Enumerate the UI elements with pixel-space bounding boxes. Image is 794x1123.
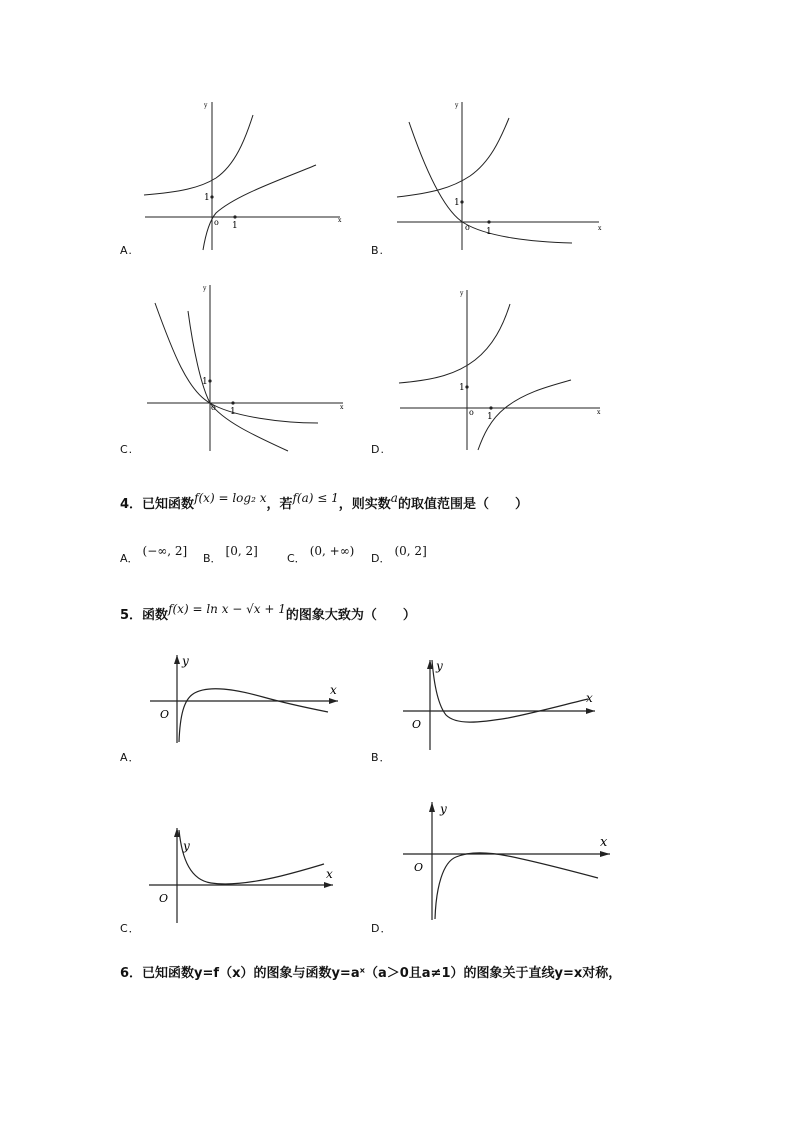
origin-label: o [465, 223, 470, 232]
y-tick-label: 1 [454, 198, 460, 208]
y-axis-label: y [204, 102, 208, 109]
q4-choice-c [287, 544, 355, 566]
choice-letter: B． [203, 552, 222, 565]
q4-condition: f(a) ≤ 1 [292, 491, 339, 505]
choice-value: (−∞, 2] [142, 544, 188, 558]
exp-curve [144, 115, 253, 195]
origin-label: O [412, 718, 422, 731]
x-tick-label: 1 [232, 221, 238, 231]
q3-graph-c [143, 283, 353, 453]
q5-option-d-letter: D． [371, 922, 393, 935]
choice-value: (0, +∞) [309, 544, 355, 558]
choice-letter: D． [371, 552, 391, 565]
q4-choice-a [120, 544, 188, 566]
q5-function: f(x) = ln x − √x + 1 [168, 602, 286, 616]
curve [432, 660, 588, 722]
q5-graph-b [398, 655, 603, 750]
y-tick-label: 1 [202, 377, 208, 387]
x-axis-label: x [586, 691, 593, 705]
q5-graph-d-svg [398, 797, 613, 922]
y-axis-label: y [455, 102, 459, 109]
origin-label: o [469, 408, 474, 417]
y-axis-label: y [183, 839, 190, 853]
q5-stem [120, 604, 416, 623]
y-axis-label: y [203, 285, 207, 292]
y-axis-label: y [460, 290, 464, 297]
q5-graph-b-svg [398, 655, 603, 750]
q4-stem [120, 493, 528, 512]
q3-option-c-letter: C. [120, 443, 134, 456]
q4-text-d: 的取值范围是（ ） [397, 497, 528, 512]
exp-curve [399, 304, 510, 383]
origin-label: o [211, 403, 216, 412]
q3-graph-c-svg [143, 283, 353, 453]
q3-option-d-letter: D. [371, 443, 385, 456]
x-axis-label: x [330, 683, 337, 697]
exp-curve [397, 118, 509, 197]
q5-option-b-letter: B． [371, 751, 392, 764]
q5-option-c-letter: C． [120, 922, 141, 935]
x-tick-label: 1 [486, 227, 492, 237]
q3-option-b-letter: B. [371, 244, 385, 257]
q4-variable: a [390, 491, 398, 505]
q5-number: 5． [120, 608, 143, 623]
y-axis-label: y [182, 654, 189, 668]
x-axis-label: x [326, 867, 333, 881]
q3-graph-a [140, 100, 350, 250]
curve-1 [155, 303, 318, 423]
y-tick-label: 1 [204, 193, 210, 203]
y-tick-label: 1 [459, 383, 465, 393]
origin-label: O [160, 708, 170, 721]
q4-text-b: ，若 [266, 497, 293, 512]
x-tick-label: 1 [487, 412, 493, 422]
origin-label: O [414, 861, 424, 874]
choice-letter: A． [120, 552, 139, 565]
x-tick-label: 1 [230, 407, 236, 417]
q5-text-b: 的图象大致为（ ） [285, 608, 416, 623]
x-axis-label: x [597, 409, 601, 416]
x-axis-label: x [338, 217, 342, 224]
curve [179, 830, 324, 884]
x-axis-label: x [600, 835, 608, 850]
q5-graph-a [148, 650, 348, 745]
q5-graph-d [398, 797, 613, 922]
q4-choice-b [203, 544, 258, 566]
q4-choice-d [371, 544, 427, 566]
q5-graph-c-svg [146, 825, 341, 925]
choice-value: [0, 2] [225, 544, 258, 558]
q5-graph-a-svg [148, 650, 348, 745]
origin-label: O [159, 892, 169, 905]
origin-label: o [214, 218, 219, 227]
decay-curve [409, 122, 572, 243]
q5-text-a: 函数 [142, 608, 169, 623]
y-axis-label: y [440, 802, 447, 816]
q5-graph-c [146, 825, 341, 925]
curve [435, 853, 598, 919]
q3-option-a-letter: A. [120, 244, 133, 257]
x-axis-label: x [340, 404, 344, 411]
curve [179, 689, 328, 742]
log-curve [203, 165, 316, 250]
q4-text-a: 已知函数 [142, 497, 195, 512]
y-axis-label: y [436, 659, 443, 673]
q6-stem: 6．已知函数y=f（x）的图象与函数y=aˣ（a＞0且a≠1）的图象关于直线y=x对称， [120, 966, 622, 981]
choice-value: (0, 2] [394, 544, 427, 558]
choice-letter: C． [287, 552, 306, 565]
q3-graph-d [395, 288, 610, 453]
q3-graph-b [392, 100, 607, 250]
q4-text-c: ，则实数 [338, 497, 391, 512]
q3-graph-a-svg [140, 100, 350, 250]
q3-graph-d-svg [395, 288, 610, 453]
q3-graph-b-svg [392, 100, 607, 250]
q4-number: 4． [120, 497, 143, 512]
q4-function: f(x) = log₂ x [194, 491, 267, 505]
q5-option-a-letter: A． [120, 751, 141, 764]
x-axis-label: x [598, 225, 602, 232]
